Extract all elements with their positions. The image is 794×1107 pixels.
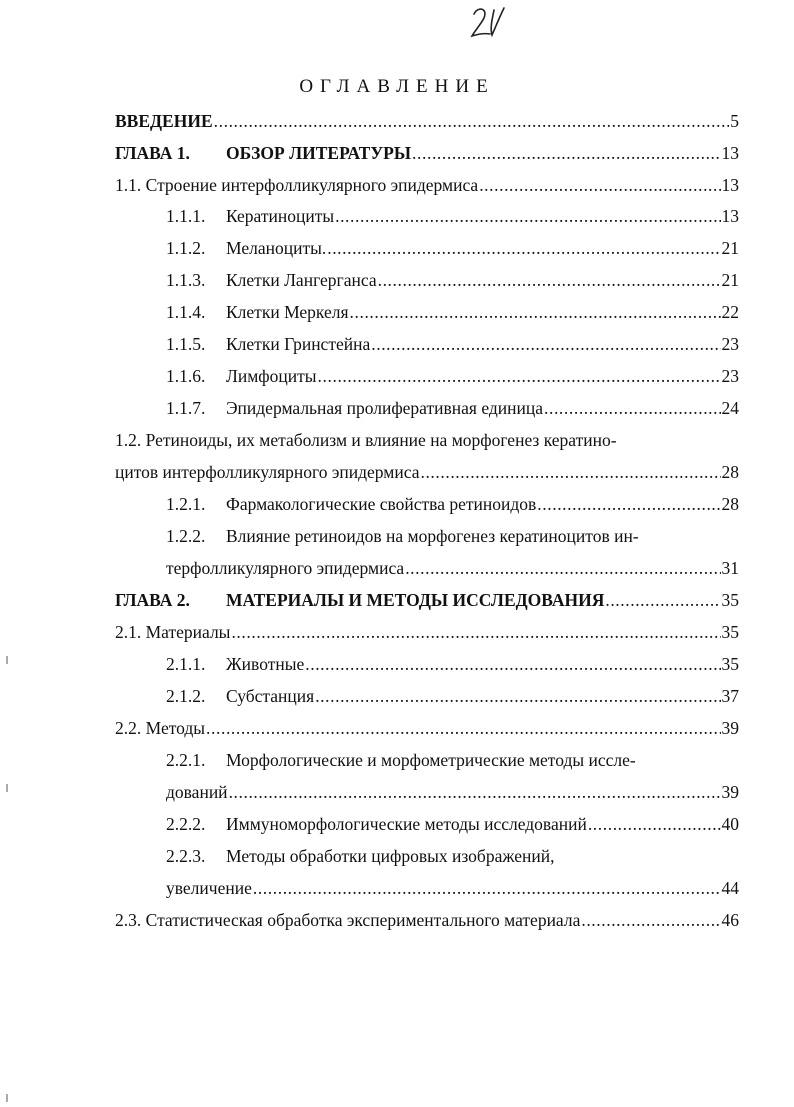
toc-title: Иммуноморфологические методы исследований	[226, 814, 587, 834]
toc-entry-2-2[interactable]	[115, 718, 739, 740]
toc-page: 39	[721, 782, 739, 802]
toc-entry-1-2-line1[interactable]	[115, 430, 739, 452]
toc-number: 1.1.5.	[166, 334, 206, 354]
toc-page: 21	[721, 270, 739, 290]
toc-page: 46	[721, 910, 739, 930]
leader-dots	[231, 622, 720, 643]
toc-title: ВВЕДЕНИЕ	[115, 111, 213, 131]
toc-title: Эпидермальная пролиферативная единица	[226, 398, 543, 418]
toc-title: Методы обработки цифровых изображений,	[226, 846, 555, 866]
toc-entry-chapter-2[interactable]	[115, 590, 739, 612]
toc-number: 1.1.3.	[166, 270, 206, 290]
toc-entry-1-1-3[interactable]	[166, 270, 739, 292]
toc-page: 23	[721, 334, 739, 354]
toc-title-continued: терфолликулярного эпидермиса	[166, 558, 405, 578]
toc-page: 22	[721, 302, 739, 322]
toc-number: 1.1.6.	[166, 366, 206, 386]
toc-page: 35	[721, 622, 739, 642]
leader-dots	[318, 366, 721, 387]
leader-dots	[315, 686, 720, 707]
toc-title: Меланоциты.	[226, 238, 327, 258]
leader-dots	[537, 494, 720, 515]
toc-number: 2.2.3.	[166, 846, 206, 866]
toc-title: 1.1. Строение интерфолликулярного эпидермиса	[115, 175, 479, 195]
scan-mark	[6, 1094, 8, 1102]
scan-mark	[6, 784, 8, 792]
toc-number: 1.1.7.	[166, 398, 206, 418]
handwritten-page-number	[468, 2, 508, 42]
toc-title: МАТЕРИАЛЫ И МЕТОДЫ ИССЛЕДОВАНИЯ	[226, 590, 605, 610]
leader-dots	[544, 398, 721, 419]
toc-entry-2-3[interactable]	[115, 910, 739, 932]
leader-dots	[206, 718, 720, 739]
toc-chapter-number: ГЛАВА 2.	[115, 590, 190, 610]
leader-dots	[335, 206, 720, 227]
toc-number: 1.1.1.	[166, 206, 206, 226]
toc-page: 35	[721, 590, 739, 610]
page-title: ОГЛАВЛЕНИЕ	[299, 76, 495, 97]
leader-dots	[605, 590, 720, 611]
toc-title: Клетки Меркеля	[226, 302, 349, 322]
toc-title: Кератиноциты	[226, 206, 335, 226]
toc-number: 1.1.4.	[166, 302, 206, 322]
toc-page: 13	[721, 175, 739, 195]
toc-entry-1-2-line2[interactable]	[115, 462, 739, 484]
leader-dots	[412, 143, 720, 164]
toc-entry-2-2-3-line1[interactable]	[166, 846, 739, 868]
toc-title: 2.3. Статистическая обработка экспериментального материала	[115, 910, 581, 930]
toc-chapter-number: ГЛАВА 1.	[115, 143, 190, 163]
toc-title: 2.2. Методы	[115, 718, 206, 738]
leader-dots	[405, 558, 720, 579]
toc-title-continued: дований	[166, 782, 228, 802]
toc-title: Клетки Гринстейна	[226, 334, 371, 354]
leader-dots	[214, 111, 730, 132]
toc-title: ОБЗОР ЛИТЕРАТУРЫ	[226, 143, 412, 163]
leader-dots	[327, 238, 720, 259]
toc-number: 1.2.1.	[166, 494, 206, 514]
toc-entry-2-2-1-line1[interactable]	[166, 750, 739, 772]
leader-dots	[588, 814, 721, 835]
toc-entry-1-1-5[interactable]	[166, 334, 739, 356]
toc-entry-2-2-3-line2[interactable]	[166, 878, 739, 900]
toc-entry-chapter-1[interactable]	[115, 143, 739, 165]
toc-entry-introduction[interactable]	[115, 111, 739, 133]
leader-dots	[371, 334, 720, 355]
scan-mark	[6, 656, 8, 664]
toc-page: 5	[730, 111, 739, 131]
toc-page: 28	[721, 462, 739, 482]
leader-dots	[479, 175, 720, 196]
toc-title: Морфологические и морфометрические методы иссле-	[226, 750, 636, 770]
toc-page: 13	[721, 143, 739, 163]
leader-dots	[350, 302, 721, 323]
toc-entry-2-1-2[interactable]	[166, 686, 739, 708]
toc-entry-1-2-1[interactable]	[166, 494, 739, 516]
toc-page: 28	[721, 494, 739, 514]
toc-page: 44	[721, 878, 739, 898]
leader-dots	[420, 462, 720, 483]
leader-dots	[378, 270, 721, 291]
toc-entry-1-1-1[interactable]	[166, 206, 739, 228]
toc-entry-1-1[interactable]	[115, 175, 739, 197]
leader-dots	[229, 782, 721, 803]
toc-entry-2-2-2[interactable]	[166, 814, 739, 836]
toc-number: 1.1.2.	[166, 238, 206, 258]
toc-title: 1.2. Ретиноиды, их метаболизм и влияние на морфогенез кератино-	[115, 430, 617, 450]
toc-entry-2-1-1[interactable]	[166, 654, 739, 676]
toc-entry-1-1-2[interactable]	[166, 238, 739, 260]
toc-page: 40	[721, 814, 739, 834]
toc-page: 24	[721, 398, 739, 418]
toc-number: 1.2.2.	[166, 526, 206, 546]
toc-title: Лимфоциты	[226, 366, 317, 386]
leader-dots	[581, 910, 720, 931]
toc-entry-2-2-1-line2[interactable]	[166, 782, 739, 804]
toc-page: 37	[721, 686, 739, 706]
toc-page: 35	[721, 654, 739, 674]
toc-entry-1-1-7[interactable]	[166, 398, 739, 420]
toc-title-continued: цитов интерфолликулярного эпидермиса	[115, 462, 420, 482]
leader-dots	[305, 654, 720, 675]
leader-dots	[253, 878, 721, 899]
toc-entry-1-2-2-line2[interactable]	[166, 558, 739, 580]
toc-entry-1-1-4[interactable]	[166, 302, 739, 324]
toc-page: 31	[721, 558, 739, 578]
toc-title: Влияние ретиноидов на морфогенез кератиноцитов ин-	[226, 526, 639, 546]
toc-number: 2.2.2.	[166, 814, 206, 834]
toc-page: 39	[721, 718, 739, 738]
toc-page: 13	[721, 206, 739, 226]
toc-entry-1-2-2-line1[interactable]	[166, 526, 739, 548]
toc-title: 2.1. Материалы	[115, 622, 231, 642]
toc-entry-2-1[interactable]	[115, 622, 739, 644]
toc-page: 23	[721, 366, 739, 386]
toc-page: 21	[721, 238, 739, 258]
toc-title: Фармакологические свойства ретиноидов	[226, 494, 537, 514]
toc-title: Животные	[226, 654, 305, 674]
toc-number: 2.1.2.	[166, 686, 206, 706]
toc-title-continued: увеличение	[166, 878, 252, 898]
toc-title: Субстанция	[226, 686, 315, 706]
toc-number: 2.2.1.	[166, 750, 206, 770]
toc-entry-1-1-6[interactable]	[166, 366, 739, 388]
toc-number: 2.1.1.	[166, 654, 206, 674]
toc-title: Клетки Лангерганса	[226, 270, 377, 290]
